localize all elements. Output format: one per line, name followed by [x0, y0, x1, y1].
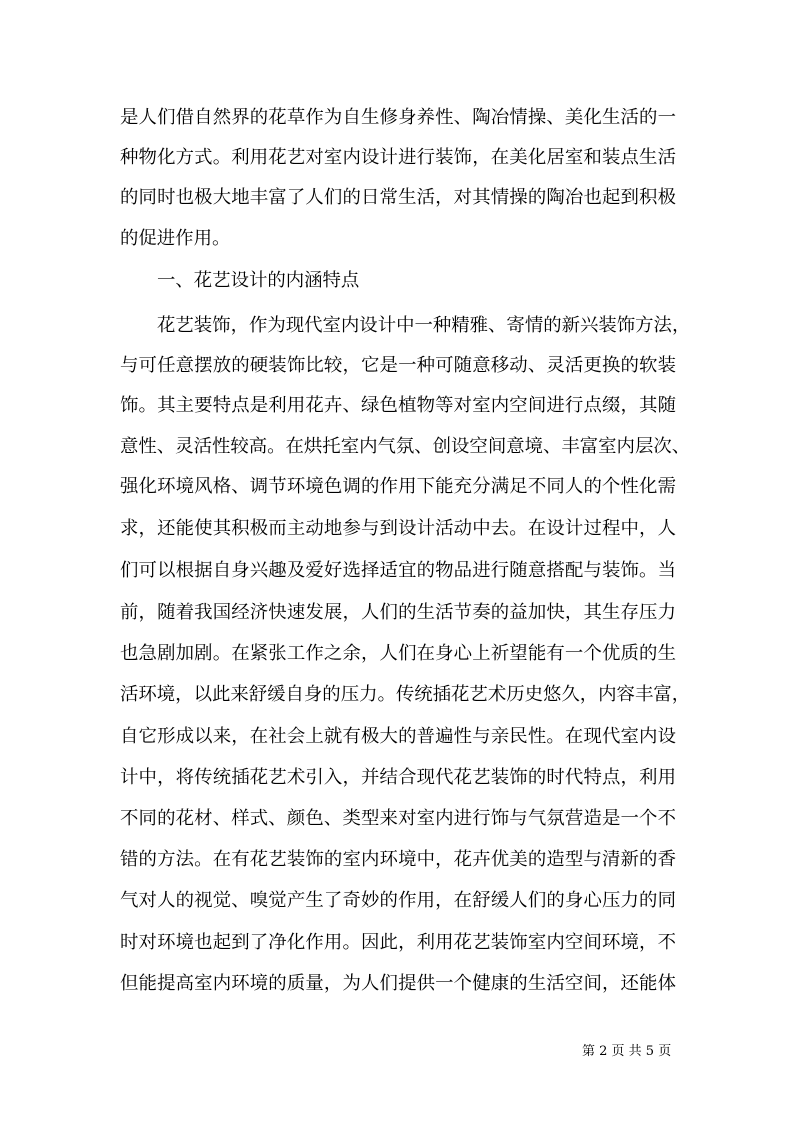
paragraph-line: 计中，将传统插花艺术引入，并结合现代花艺装饰的时代特点，利用	[120, 767, 676, 788]
paragraph-line: 也急剧加剧。在紧张工作之余，人们在身心上祈望能有一个优质的生	[120, 643, 676, 664]
paragraph-line: 与可任意摆放的硬装饰比较，它是一种可随意移动、灵活更换的软装	[120, 355, 676, 376]
paragraph-line: 求，还能使其积极而主动地参与到设计活动中去。在设计过程中，人	[120, 518, 676, 539]
paragraph-line: 但能提高室内环境的质量，为人们提供一个健康的生活空间，还能体	[120, 973, 676, 994]
paragraph-line: 的同时也极大地丰富了人们的日常生活，对其情操的陶冶也起到积极	[120, 187, 676, 208]
paragraph-line: 自它形成以来，在社会上就有极大的普遍性与亲民性。在现代室内设	[120, 726, 676, 747]
paragraph-line: 错的方法。在有花艺装饰的室内环境中，花卉优美的造型与清新的香	[120, 849, 676, 870]
paragraph-line: 花艺装饰，作为现代室内设计中一种精雅、寄情的新兴装饰方法，	[157, 315, 691, 336]
paragraph-line: 饰。其主要特点是利用花卉、绿色植物等对室内空间进行点缀，其随	[120, 395, 676, 416]
page-number: 第 2 页 共 5 页	[582, 1044, 672, 1059]
paragraph-line: 气对人的视觉、嗅觉产生了奇妙的作用，在舒缓人们的身心压力的同	[120, 890, 676, 911]
paragraph-line: 是人们借自然界的花草作为自生修身养性、陶冶情操、美化生活的一	[120, 107, 676, 128]
paragraph-line: 强化环境风格、调节环境色调的作用下能充分满足不同人的个性化需	[120, 476, 676, 497]
paragraph-line: 前，随着我国经济快速发展，人们的生活节奏的益加快，其生存压力	[120, 602, 676, 623]
section-heading: 一、花艺设计的内涵特点	[157, 270, 360, 291]
paragraph-line: 活环境，以此来舒缓自身的压力。传统插花艺术历史悠久，内容丰富，	[120, 684, 691, 705]
paragraph-line: 的促进作用。	[120, 228, 231, 249]
paragraph-line: 不同的花材、样式、颜色、类型来对室内进行饰与气氛营造是一个不	[120, 808, 676, 829]
paragraph-line: 意性、灵活性较高。在烘托室内气氛、创设空间意境、丰富室内层次、	[120, 436, 691, 457]
paragraph-line: 时对环境也起到了净化作用。因此，利用花艺装饰室内空间环境，不	[120, 932, 676, 953]
paragraph-line: 们可以根据自身兴趣及爱好选择适宜的物品进行随意搭配与装饰。当	[120, 560, 676, 581]
paragraph-line: 种物化方式。利用花艺对室内设计进行装饰，在美化居室和装点生活	[120, 147, 676, 168]
